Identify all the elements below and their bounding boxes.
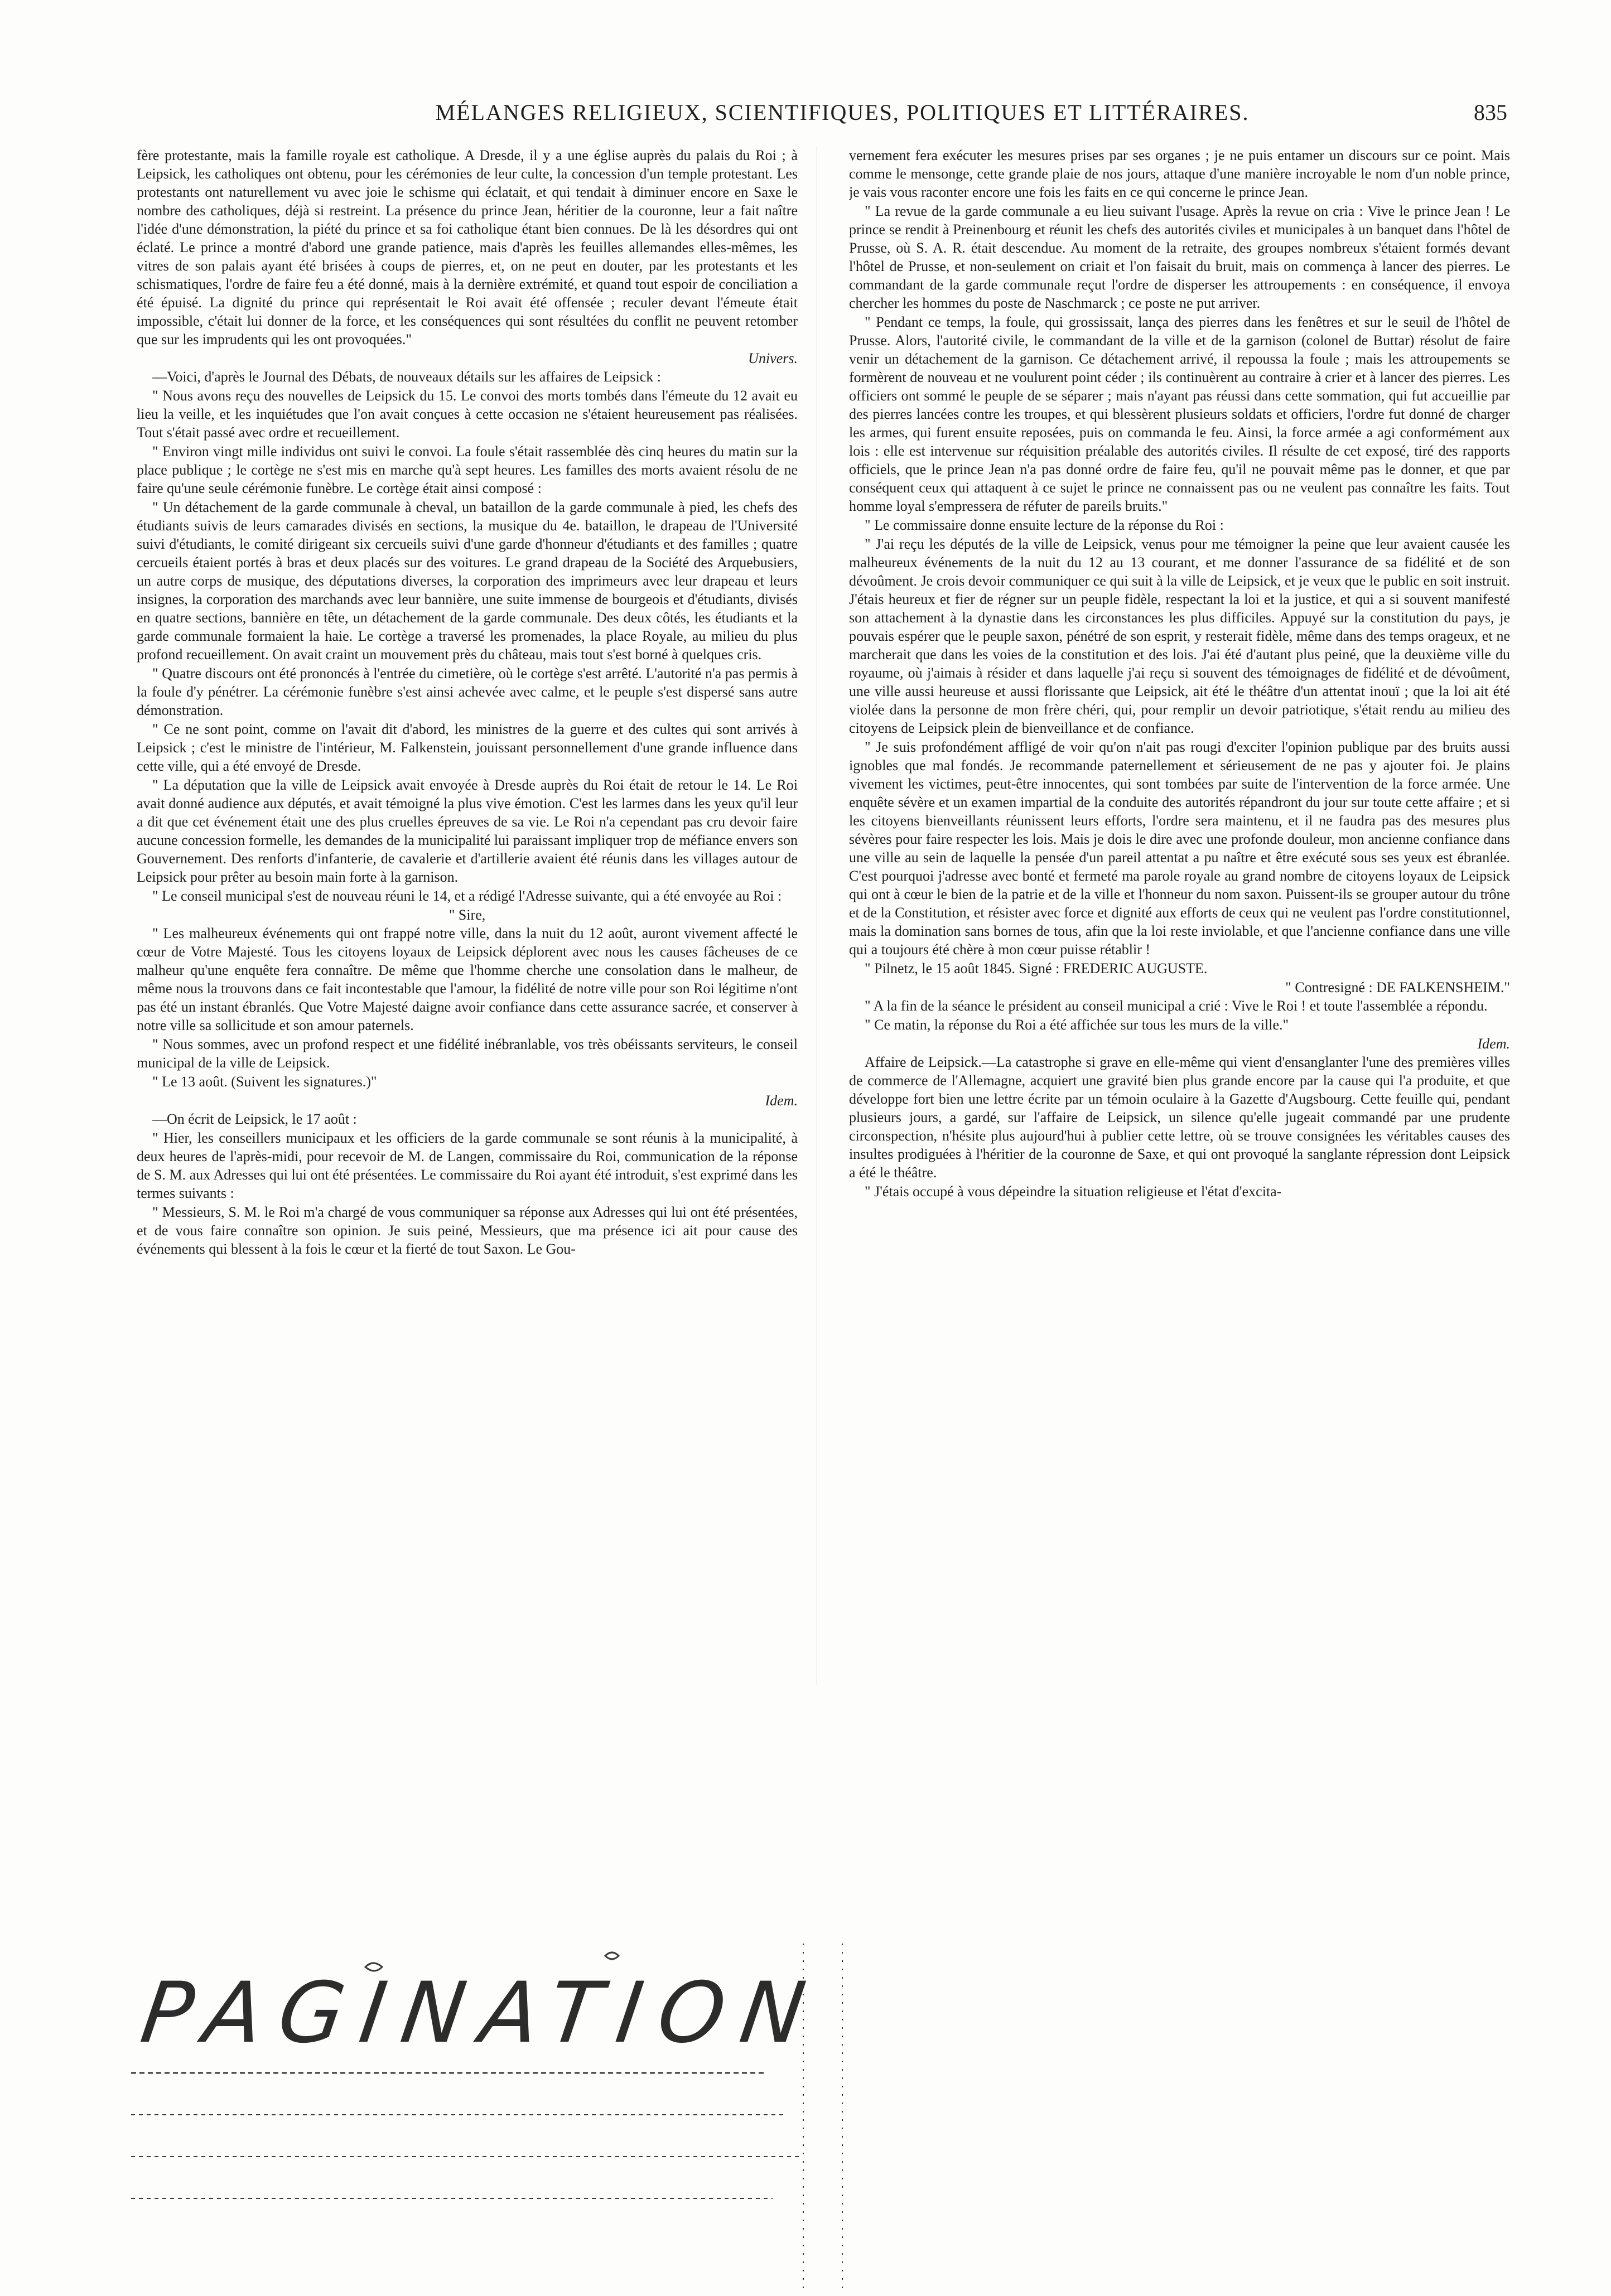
article-paragraph: —Voici, d'après le Journal des Débats, de nouveaux détails sur les affaires de Leipsick : <box>152 369 662 385</box>
article-paragraph: —On écrit de Leipsick, le 17 août : <box>152 1111 357 1127</box>
pagination-stamp <box>131 1932 906 2295</box>
article-paragraph: " J'étais occupé à vous dépeindre la situation religieuse et l'état d'excita- <box>865 1183 1282 1200</box>
source-credit: Idem. <box>1477 1036 1510 1052</box>
article-paragraph: " J'ai reçu les députés de la ville de Leipsick, venus pour me témoigner la peine que leur avaient causée les malheureux événements de la nuit du 12 au 13 courant, et me donner l'assurance de sa fidélité et de son dévoûment. Je crois devoir communiquer ce qui suit à la ville de Leipsick, et je veux que le public en soit instruit. J'étais heureux et fier de régner sur un peuple fidèle, respectant la loi et la justice, et qui a si souvent manifesté son attachement à la dynastie dans les circonstances les plus difficiles. Appuyé sur la constitution du pays, je pouvais espérer que le peuple saxon, pénétré de son esprit, y resterait fidèle, même dans des temps orageux, et ne marcherait que dans les voies de la constitution et des lois. J'ai été d'autant plus peiné, que la deuxième ville du royaume, où j'aimais à résider et dans laquelle j'ai reçu si souvent des témoignages de fidélité et de dévoûment, une ville aussi heureuse et aussi florissante que Leipsick, ait été le théâtre d'un attentat inouï ; que la loi ait été violée dans la personne de mon frère chéri, qui, pour remplir un devoir patriotique, s'était rendu au milieu des citoyens de Leipsick plein de bienveillance et de confiance. <box>849 536 1510 736</box>
signature-line: " Contresigné : DE FALKENSHEIM." <box>1285 979 1510 995</box>
right-text-column <box>849 146 1510 1685</box>
article-paragraph: " Le 13 août. (Suivent les signatures.)" <box>152 1074 377 1090</box>
article-paragraph: " La députation que la ville de Leipsick avait envoyée à Dresde auprès du Roi était de retour le 14. Le Roi avait donné audience aux députés, et avait témoigné la plus vive émotion. C'est les larmes dans les yeux qu'il leur a dit que cet événement était une des plus cruelles épreuves de sa vie. Le Roi n'a cependant pas cru devoir faire aucune concession formelle, les demandes de la municipalité lui paraissant impliquer trop de méfiance envers son Gouvernement. Des renforts d'infanterie, de cavalerie et d'artillerie avaient été réunis dans les villages autour de Leipsick pour prêter au besoin main forte à la garnison. <box>137 777 798 885</box>
article-paragraph: " Ce ne sont point, comme on l'avait dit d'abord, les ministres de la guerre et des cultes qui sont arrivés à Leipsick ; c'est le ministre de l'intérieur, M. Falkenstein, jouissant personnellement d'une grande influence dans cette ville, qui a été envoyé de Dresde. <box>137 721 798 774</box>
article-paragraph: fère protestante, mais la famille royale est catholique. A Dresde, il y a une église auprès du palais du Roi ; à Leipsick, les catholiques ont obtenu, pour les cérémonies de leur culte, la concession d'un temple protestant. Les protestants ont naturellement vu avec joie le schisme qui éclatait, et qui tendait à diminuer encore en Saxe le nombre des catholiques, déjà si restreint. La présence du prince Jean, héritier de la couronne, leur a fait naître l'idée d'une démonstration, la piété du prince et sa foi catholique étant bien connues. De là les désordres qui ont éclaté. Le prince a montré d'abord une grande patience, mais d'après les feuilles allemandes elles-mêmes, les vitres de son palais ayant été brisées à coups de pierres, et, on ne peut en douter, par les protestants et les schismatiques, l'ordre de faire feu a été donné, mais à la dernière extrémité, et quand tout espoir de conciliation a été épuisé. La dignité du prince qui représentait le Roi avait été offensée ; reculer devant l'émeute était impossible, c'était lui donner de la force, et les conséquences qui sont résultées du conflit ne peuvent retomber que sur les imprudents qui les ont provoquées." <box>137 147 798 347</box>
article-paragraph: " Le commissaire donne ensuite lecture de la réponse du Roi : <box>865 517 1224 533</box>
article-paragraph: " Pendant ce temps, la foule, qui grossissait, lança des pierres dans les fenêtres et sur le seuil de l'hôtel de Prusse. Alors, l'autorité civile, le commandant de la ville et de la garnison (colonel de Buttar) résolut de faire venir un détachement de la garnison. Ce détachement arrivé, il repoussa la foule ; mais les attroupements se formèrent de nouveau et ne voulurent point céder ; ils continuèrent au contraire à crier et à lancer des pierres. Les officiers ont sommé le peuple de se séparer ; mais n'ayant pas réussi dans cette sommation, qui fut accueillie par des pierres lancées contre les troupes, et qui blessèrent plusieurs soldats et officiers, l'ordre fut donné de charger les armes, qui furent ensuite reposées, puis on commanda le feu. Ainsi, la force armée a agi conformément aux lois : elle est intervenue sur réquisition préalable des autorités civiles. Il résulte de cet exposé, tiré des rapports officiels, que le prince Jean n'a pas donné ordre de faire feu, qu'il ne pouvait même pas le donner, et que par conséquent ceux qui attaquent à ce sujet le prince ne connaissent pas ou ne veulent pas connaître les faits. Tout homme loyal s'empressera de réfuter de pareils bruits." <box>849 314 1510 514</box>
article-paragraph: vernement fera exécuter les mesures prises par ses organes ; je ne puis entamer un discours sur ce point. Mais comme le mensonge, cette grande plaie de nos jours, attaque d'une manière incroyable le nom d'un noble prince, je vais vous raconter encore une fois les faits en ce qui concerne le prince Jean. <box>849 147 1510 200</box>
article-paragraph: " Messieurs, S. M. le Roi m'a chargé de vous communiquer sa réponse aux Adresses qui lui ont été présentées, et de vous faire connaître son opinion. Je suis peiné, Messieurs, que ma présence ici ait pour cause des événements qui blessent à la fois le cœur et la fierté de tout Saxon. Le Gou- <box>137 1204 798 1257</box>
source-credit: Idem. <box>765 1093 798 1109</box>
article-paragraph: " Pilnetz, le 15 août 1845. Signé : FREDERIC AUGUSTE. <box>865 960 1208 977</box>
article-paragraph: " Le conseil municipal s'est de nouveau réuni le 14, et a rédigé l'Adresse suivante, qui a été envoyée au Roi : <box>152 888 782 904</box>
article-paragraph: " Nous sommes, avec un profond respect et une fidélité inébranlable, vos très obéissants serviteurs, le conseil municipal de la ville de Leipsick. <box>137 1036 798 1071</box>
article-paragraph: " A la fin de la séance le président au conseil municipal a crié : Vive le Roi ! et toute l'assemblée a répondu. <box>865 998 1488 1014</box>
page-number: 835 <box>1474 100 1507 125</box>
article-paragraph: " Quatre discours ont été prononcés à l'entrée du cimetière, où le cortège s'est arrêté. L'autorité n'a pas permis à la foule d'y pénétrer. La cérémonie funèbre s'est ainsi achevée avec calme, et le peuple s'est dispersé sans autre démonstration. <box>137 665 798 718</box>
article-paragraph: " La revue de la garde communale a eu lieu suivant l'usage. Après la revue on cria : Vive le prince Jean ! Le prince se rendit à Preinenbourg et réunit les chefs des autorités civiles et municipales à un banquet dans l'hôtel de Prusse, où S. A. R. était descendue. Au moment de la retraite, des groupes nombreux s'étaient formés devant l'hôtel de Prusse, et non-seulement on criait et l'on faisait du bruit, mais on commença à lancer des pierres. Le commandant de la garde communale reçut l'ordre de disperser les attroupements : en conséquence, il envoya chercher les hommes du poste de Naschmarck ; ce poste ne put arriver. <box>849 203 1510 311</box>
article-paragraph: " Environ vingt mille individus ont suivi le convoi. La foule s'était rassemblée dès cinq heures du matin sur la place publique ; le cortège ne s'est mis en marche qu'à sept heures. Les familles des morts avaient résolu de ne faire qu'une seule cérémonie funèbre. Le cortège était ainsi composé : <box>137 443 798 496</box>
article-paragraph: " Nous avons reçu des nouvelles de Leipsick du 15. Le convoi des morts tombés dans l'émeute du 12 avait eu lieu la veille, et les inquiétudes que l'on avait conçues à cette occasion ne s'étaient heureusement pas réalisées. Tout s'était passé avec ordre et recueillement. <box>137 388 798 441</box>
article-paragraph: " Hier, les conseillers municipaux et les officiers de la garde communale se sont réunis à la municipalité, à deux heures de l'après-midi, pour recevoir de M. de Langen, commissaire du Roi, communication de la réponse de S. M. aux Adresses qui lui ont été présentées. Le commissaire du Roi ayant été introduit, s'est exprimé dans les termes suivants : <box>137 1130 798 1201</box>
article-paragraph: " Un détachement de la garde communale à cheval, un bataillon de la garde communale à pied, les chefs des étudiants suivis de leurs camarades divisés en sections, la musique du 4e. bataillon, le drapeau de l'Université suivi d'étudiants, le comité dirigeant six cercueils suivi d'une garde d'honneur d'étudiants et des familles ; quatre cercueils étaient portés à bras et deux placés sur des voitures. Le grand drapeau de la Société des Arquebusiers, un autre corps de musique, des députations diverses, la corporation des imprimeurs avec leur drapeau et leurs insignes, la corporation des marchands avec leur bannière, une suite immense de bourgeois et d'étudiants, divisés en quatre sections, bannière en tête, un détachement de la garde communale. Des deux côtés, les étudiants et la garde communale formaient la haie. Le cortège a traversé les promenades, la place Royale, au milieu du plus profond recueillement. On avait craint un mouvement près du château, mais tout s'est borné à quelques cris. <box>137 499 798 663</box>
salutation: " Sire, <box>448 907 486 923</box>
left-text-column <box>137 146 798 1685</box>
article-paragraph: " Les malheureux événements qui ont frappé notre ville, dans la nuit du 12 août, auront vivement affecté le cœur de Votre Majesté. Tous les citoyens loyaux de Leipsick déplorent avec nous les causes fâcheuses de ce malheur qu'une enquête fera connaître. De même que l'homme cherche une consolation dans le malheur, de même nous la trouvons dans ce fait incontestable que l'amour, la fidélité de notre ville pour son Roi légitime n'ont pas été un instant ébranlés. Que Votre Majesté daigne avoir confiance dans cette assurance sacrée, et conserver à notre ville sa sollicitude et son amour paternels. <box>137 925 798 1033</box>
article-paragraph: Affaire de Leipsick.—La catastrophe si grave en elle-même qui vient d'ensanglanter l'une des premières villes de commerce de l'Allemagne, acquiert une gravité bien plus grande encore par la cause qui l'a produite, et que développe fort bien une lettre écrite par un témoin oculaire à la Gazette d'Augsbourg. Cette feuille qui, pendant plusieurs jours, a gardé, sur l'affaire de Leipsick, un silence qu'elle jugeait commandé par une prudente circonspection, n'hésite plus aujourd'hui à publier cette lettre, où se trouve consignées les véritables causes des insultes prodiguées à l'héritier de la couronne de Saxe, et qui ont provoqué la sanglante répression dont Leipsick a été le théâtre. <box>849 1054 1510 1181</box>
stamp-word: PAGINATION <box>135 1965 828 2062</box>
article-paragraph: " Ce matin, la réponse du Roi a été affichée sur tous les murs de la ville." <box>865 1017 1289 1033</box>
running-title: MÉLANGES RELIGIEUX, SCIENTIFIQUES, POLITIQUES ET LITTÉRAIRES. <box>435 100 1250 125</box>
source-credit: Univers. <box>748 350 798 366</box>
article-paragraph: " Je suis profondément affligé de voir qu'on n'ait pas rougi d'exciter l'opinion publique par des bruits aussi ignobles que mal fondés. Je recommande paternellement et sérieusement de ne pas y ajouter foi. Je plains vivement les victimes, peut-être innocentes, qui sont tombées par suite de l'intervention de la force armée. Une enquête sévère et un examen impartial de la conduite des autorités répandront du jour sur toute cette affaire ; et si les citoyens bienveillants réunissent leurs efforts, l'ordre sera maintenu, et il ne faudra pas des mesures plus sévères pour faire respecter les lois. Mais je dois le dire avec une profonde douleur, mon ancienne confiance dans une ville au sein de laquelle la pensée d'un pareil attentat a pu naître et être exécuté sous ses yeux est ébranlée. C'est pourquoi j'adresse avec bonté et fermeté ma parole royale au grand nombre de citoyens loyaux de Leipsick qui ont à cœur le bien de la patrie et de la ville et l'honneur du nom saxon. Puissent-ils se grouper autour du trône et de la Constitution, et résister avec force et dignité aux efforts de ceux qui ne veulent pas l'ordre constitutionnel, mais la domination sans bornes de tous, afin que la loi reste inviolable, et que l'ancienne confiance dans une ville qui a toujours été chère à mon cœur puisse rétablir ! <box>849 739 1510 958</box>
